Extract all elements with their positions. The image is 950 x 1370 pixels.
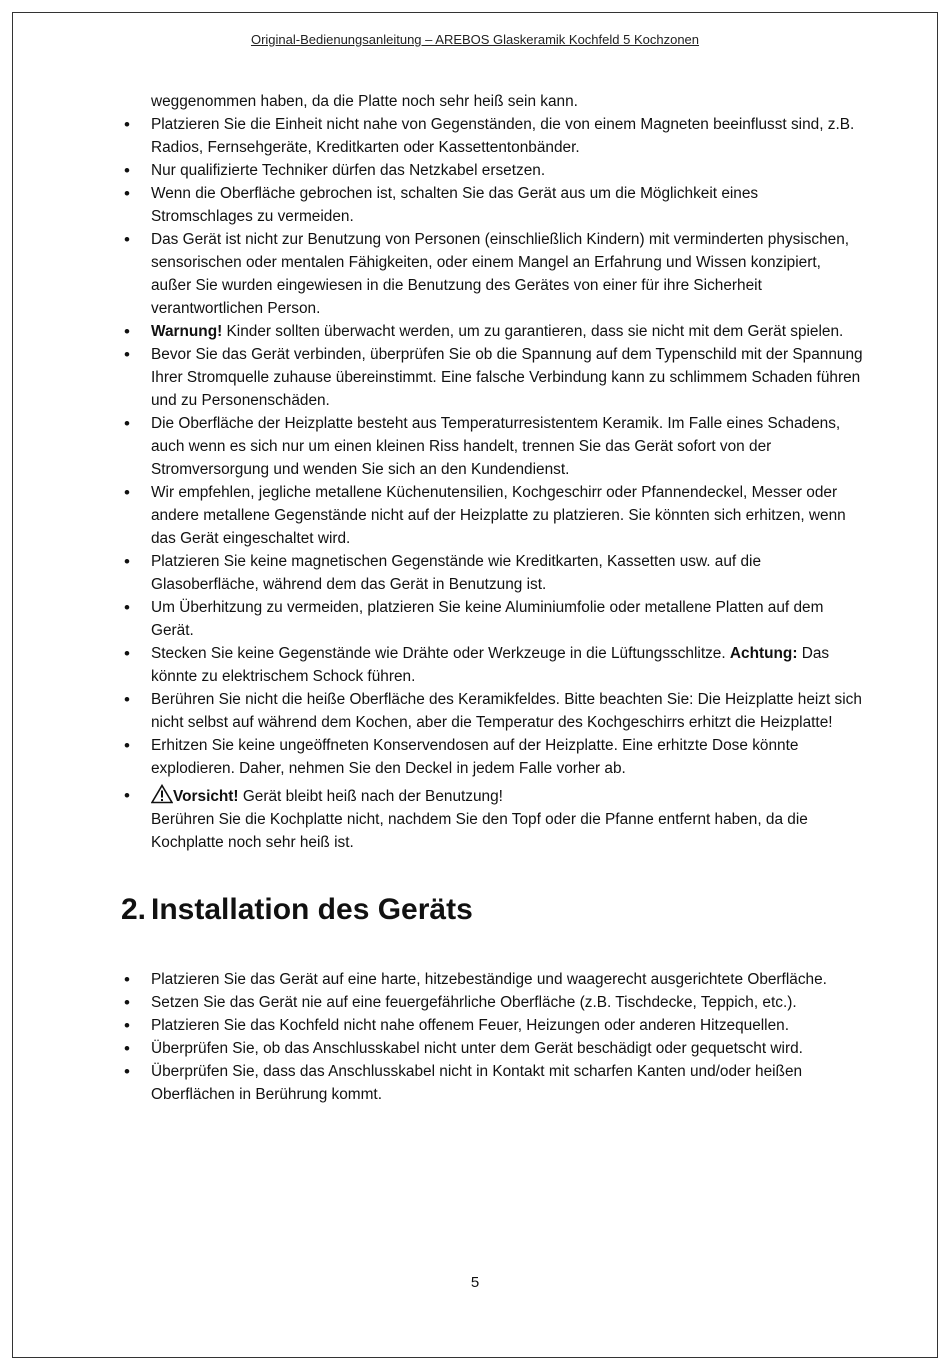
list-item (151, 159, 863, 182)
list-item: • Platzieren Sie das Kochfeld nicht nahe offenem Feuer, Heizungen oder anderen Hitzequellen. (151, 1014, 863, 1037)
list-item (151, 734, 863, 780)
list-item: • Platzieren Sie das Gerät auf eine harte, hitzebeständige und waagerecht ausgerichtete Oberfläche. (151, 968, 863, 991)
item-bold-label: Achtung: (729, 645, 798, 662)
item-text: Nur qualifizierte Techniker dürfen das Netzkabel ersetzen. (151, 162, 546, 179)
page-header: Original-Bedienungsanleitung – AREBOS Glaskeramik Kochfeld 5 Kochzonen (250, 32, 700, 47)
list-item (151, 182, 863, 228)
list-item: • Überprüfen Sie, ob das Anschlusskabel nicht unter dem Gerät beschädigt oder gequetscht wird. (151, 1037, 863, 1060)
list-item: • Setzen Sie das Gerät nie auf eine feuergefährliche Oberfläche (z.B. Tischdecke, Teppich, etc.). (151, 991, 863, 1014)
continuation-text: weggenommen haben, da die Platte noch sehr heiß sein kann. (151, 93, 578, 110)
item-text: Platzieren Sie keine magnetischen Gegenstände wie Kreditkarten, Kassetten usw. auf die Glasoberfläche, während dem das Gerät in Benutzung ist. (151, 553, 762, 593)
item-text: Bevor Sie das Gerät verbinden, überprüfen Sie ob die Spannung auf dem Typenschild mit der Spannung Ihrer Stromquelle zuhause übereinstimmt. Eine falsche Verbindung kann zu schlimmem Schaden führen und zu Personenschäden. (151, 346, 863, 409)
list-item (151, 481, 863, 550)
safety-list (151, 113, 863, 780)
item-text: Wir empfehlen, jegliche metallene Küchenutensilien, Kochgeschirr oder Pfannendeckel, Messer oder andere metallene Gegenstände nicht auf der Heizplatte zu platzieren. Sie könnten sich erhitzen, wenn das Gerät eingeschaltet wird. (151, 484, 846, 547)
item-text: Das könnte zu elektrischem Schock führen. (151, 645, 830, 685)
section-title: Installation des Geräts (151, 893, 473, 926)
caution-line1: Gerät bleibt heiß nach der Benutzung! (238, 788, 503, 805)
item-text: Wenn die Oberfläche gebrochen ist, schalten Sie das Gerät aus um die Möglichkeit eines Stromschlages zu vermeiden. (151, 185, 759, 225)
installation-list (151, 968, 863, 1106)
list-item (151, 228, 863, 320)
section-heading (121, 890, 863, 930)
page-number: 5 (470, 1274, 480, 1291)
item-text: Kinder sollten überwacht werden, um zu garantieren, dass sie nicht mit dem Gerät spielen. (222, 323, 844, 340)
list-item (151, 642, 863, 688)
list-item-caution (151, 784, 863, 854)
item-text: Erhitzen Sie keine ungeöffneten Konservendosen auf der Heizplatte. Eine erhitzte Dose könnte explodieren. Daher, nehmen Sie den Deckel in jedem Falle vorher ab. (151, 737, 799, 777)
item-text: Die Oberfläche der Heizplatte besteht aus Temperaturresistentem Keramik. Im Falle eines Schadens, auch wenn es sich nur um einen kleinen Riss handelt, trennen Sie das Gerät sofort von der Stromversorgung und wenden Sie sich an den Kundendienst. (151, 415, 841, 478)
list-item (151, 343, 863, 412)
list-item (151, 320, 863, 343)
item-text: Platzieren Sie die Einheit nicht nahe von Gegenständen, die von einem Magneten beeinflusst sind, z.B. Radios, Fernsehgeräte, Kreditkarten oder Kassettentonbänder. (151, 116, 855, 156)
list-item (151, 412, 863, 481)
list-item (151, 113, 863, 159)
item-text: Stecken Sie keine Gegenstände wie Drähte oder Werkzeuge in die Lüftungsschlitze. (151, 645, 730, 662)
item-bold-label: Warnung! (151, 323, 223, 340)
item-text: Um Überhitzung zu vermeiden, platzieren Sie keine Aluminiumfolie oder metallene Platten auf dem Gerät. (151, 599, 824, 639)
list-item (151, 688, 863, 734)
item-text: Das Gerät ist nicht zur Benutzung von Personen (einschließlich Kindern) mit verminderten physischen, sensorischen oder mentalen Fähigkeiten, oder einem Mangel an Erfahrung und Wissen konzipiert, außer Sie wurden eingewiesen in die Benutzung des Gerätes von einer für ihre Sicherheit verantwortlichen Person. (151, 231, 850, 317)
warning-triangle-icon (151, 784, 173, 804)
list-item (151, 596, 863, 642)
document-body (121, 90, 863, 1106)
caution-list (151, 784, 863, 854)
item-text: Berühren Sie nicht die heiße Oberfläche des Keramikfeldes. Bitte beachten Sie: Die Heizplatte heizt sich nicht selbst auf während dem Kochen, aber die Temperatur des Kochgeschirrs erhitzt die Heizplatte! (151, 691, 862, 731)
section-number: 2. (121, 893, 147, 926)
list-item: • Überprüfen Sie, dass das Anschlusskabel nicht in Kontakt mit scharfen Kanten und/oder heißen Oberflächen in Berührung kommt. (151, 1060, 863, 1106)
caution-line2: Berühren Sie die Kochplatte nicht, nachdem Sie den Topf oder die Pfanne entfernt haben, da die Kochplatte noch sehr heiß ist. (151, 811, 808, 851)
caution-label: Vorsicht! (173, 788, 239, 805)
list-item (151, 550, 863, 596)
